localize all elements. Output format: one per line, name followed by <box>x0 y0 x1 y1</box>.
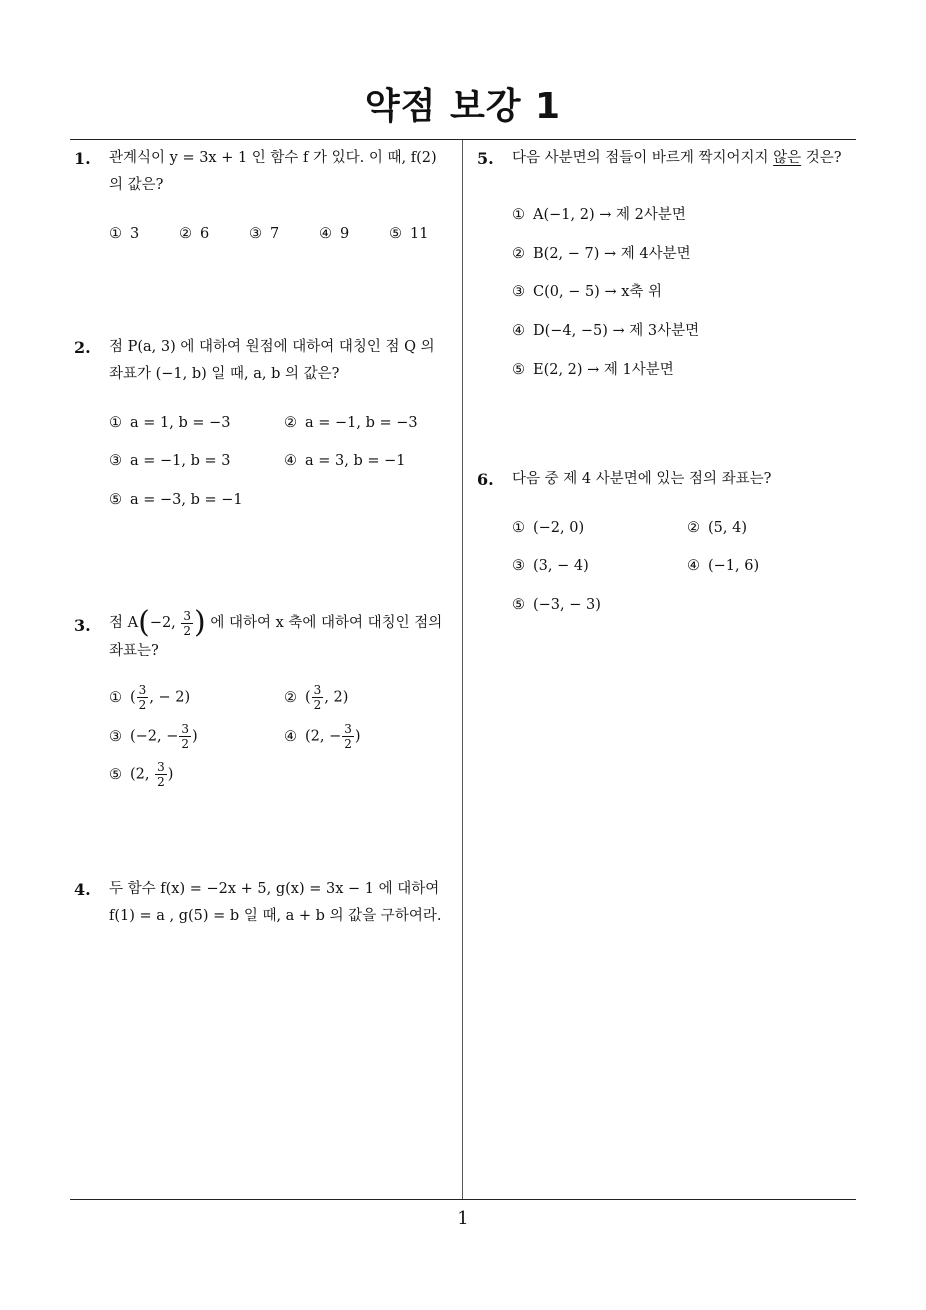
question-number: 5. <box>477 149 494 168</box>
option-1[interactable]: ① 3 <box>109 226 140 242</box>
option-5[interactable]: ⑤ 11 <box>389 226 429 242</box>
option-2[interactable]: ② 6 <box>179 226 210 242</box>
option-4[interactable]: ④ (2, − $\frac{3}{2}$ ) <box>284 722 361 751</box>
question-text-line: 관계식이 y = 3x + 1 인 함수 f 가 있다. 이 때, f(2) <box>109 150 437 166</box>
question-number: 1. <box>74 149 91 168</box>
question-3 <box>74 605 460 665</box>
option-3[interactable]: ③ C(0, − 5) → x축 위 <box>512 284 663 300</box>
option-1[interactable]: ① a = 1, b = −3 <box>109 415 231 431</box>
question-4 <box>74 876 460 930</box>
fraction: $\frac{3}{2}$ <box>157 760 165 789</box>
fraction: $\frac{3}{2}$ <box>183 608 192 638</box>
fraction: $\frac{3}{2}$ <box>138 683 147 712</box>
option-4[interactable]: ④ a = 3, b = −1 <box>284 453 406 469</box>
question-text <box>109 605 460 665</box>
fraction: $\frac{3}{2}$ <box>313 683 322 712</box>
option-4[interactable]: ④ 9 <box>319 226 350 242</box>
fraction: $\frac{3}{2}$ <box>344 722 352 751</box>
question-text: 다음 사분면의 점들이 바르게 짝지어지지 않은 것은? <box>512 150 842 166</box>
option-2[interactable]: ② ( $\frac{3}{2}$ , 2) <box>284 683 349 712</box>
page-title: 약점 보강 1 <box>364 86 562 127</box>
option-3[interactable]: ③ 7 <box>249 226 280 242</box>
option-1[interactable]: ① A(−1, 2) → 제 2사분면 <box>512 207 686 223</box>
option-2[interactable]: ② (5, 4) <box>687 520 747 536</box>
column-divider <box>462 140 463 1200</box>
question-number: 4. <box>74 880 91 899</box>
option-3[interactable]: ③ (−2, − $\frac{3}{2}$ ) <box>109 722 198 751</box>
option-2[interactable]: ② B(2, − 7) → 제 4사분면 <box>512 246 691 262</box>
option-4[interactable]: ④ (−1, 6) <box>687 558 760 574</box>
page-number: 1 <box>457 1208 469 1229</box>
emphasis-underline: 않은 <box>773 150 802 166</box>
question-text-line: 점 A ( −2, $\frac{3}{2}$ ) 에 대하여 x 축에 대하여 대칭인 점의 <box>109 605 443 640</box>
question-text-line: 좌표가 (−1, b) 일 때, a, b 의 값은? <box>109 366 340 382</box>
option-5[interactable]: ⑤ E(2, 2) → 제 1사분면 <box>512 362 674 378</box>
option-2[interactable]: ② a = −1, b = −3 <box>284 415 418 431</box>
question-text-line: 의 값은? <box>109 177 164 193</box>
fraction: $\frac{3}{2}$ <box>181 722 190 751</box>
question-2 <box>74 334 460 388</box>
question-text-line: 점 P(a, 3) 에 대하여 원점에 대하여 대칭인 점 Q 의 <box>109 339 435 355</box>
option-4[interactable]: ④ D(−4, −5) → 제 3사분면 <box>512 323 700 339</box>
top-rule <box>70 139 856 140</box>
question-5 <box>477 145 857 172</box>
question-text: 다음 중 제 4 사분면에 있는 점의 좌표는? <box>512 471 772 487</box>
question-text-line: 좌표는? <box>109 643 159 659</box>
option-5[interactable]: ⑤ a = −3, b = −1 <box>109 492 243 508</box>
question-text-line: f(1) = a , g(5) = b 일 때, a + b 의 값을 구하여라. <box>109 908 442 924</box>
option-3[interactable]: ③ a = −1, b = 3 <box>109 453 231 469</box>
option-5[interactable]: ⑤ (−3, − 3) <box>512 597 601 613</box>
question-number: 2. <box>74 338 91 357</box>
question-text <box>109 334 460 388</box>
option-1[interactable]: ① ( $\frac{3}{2}$ , − 2) <box>109 683 191 712</box>
option-5[interactable]: ⑤ (2, $\frac{3}{2}$ ) <box>109 760 174 789</box>
question-number: 6. <box>477 470 494 489</box>
bottom-rule <box>70 1199 856 1200</box>
question-6 <box>477 466 857 493</box>
option-3[interactable]: ③ (3, − 4) <box>512 558 589 574</box>
option-1[interactable]: ① (−2, 0) <box>512 520 585 536</box>
question-text-line: 두 함수 f(x) = −2x + 5, g(x) = 3x − 1 에 대하여 <box>109 881 440 897</box>
question-1 <box>74 145 460 199</box>
question-text <box>109 876 460 930</box>
question-number: 3. <box>74 616 91 635</box>
question-text <box>109 145 460 199</box>
